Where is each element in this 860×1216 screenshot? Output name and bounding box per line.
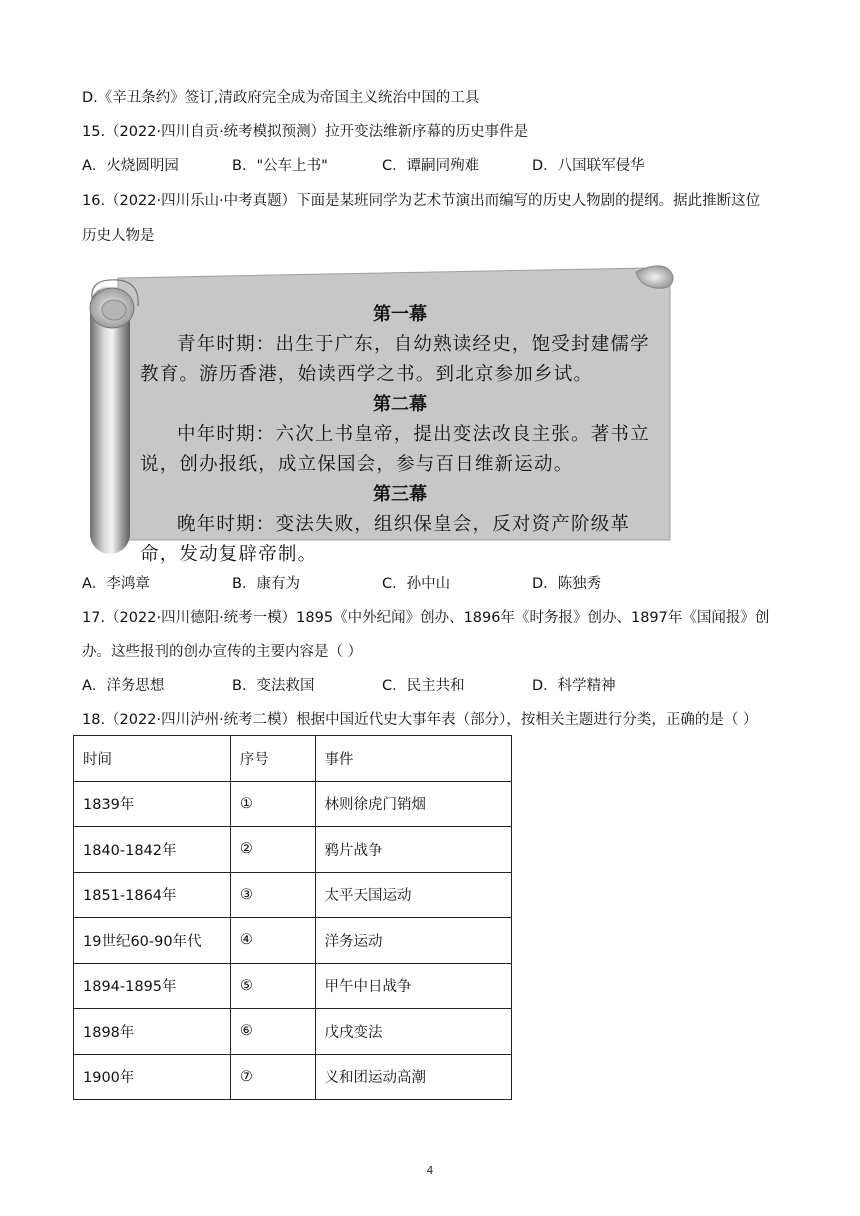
q15-option-d: D．八国联军侵华 bbox=[532, 158, 645, 174]
cell-event: 甲午中日战争 bbox=[315, 963, 511, 1009]
act2-title: 第二幕 bbox=[373, 394, 427, 415]
cell-index: ③ bbox=[230, 872, 315, 918]
cell-index: ④ bbox=[230, 918, 315, 964]
q18-stem: 18.（2022·四川泸州·统考二模）根据中国近代史大事年表（部分），按相关主题进行分类，正确的是（ ） bbox=[82, 712, 758, 728]
cell-index: ⑤ bbox=[230, 963, 315, 1009]
act3-title: 第三幕 bbox=[373, 484, 427, 505]
q16-stem-line2: 历史人物是 bbox=[82, 228, 155, 244]
q15-option-b: B．"公车上书" bbox=[232, 158, 328, 174]
act1-title: 第一幕 bbox=[373, 304, 427, 325]
cell-event: 太平天国运动 bbox=[315, 872, 511, 918]
header-time: 时间 bbox=[74, 736, 231, 782]
table-row bbox=[74, 827, 512, 873]
cell-index: ① bbox=[230, 781, 315, 827]
q16-option-a: A．李鸿章 bbox=[82, 576, 150, 592]
q16-option-c: C．孙中山 bbox=[382, 576, 451, 592]
table-row bbox=[74, 918, 512, 964]
table-row bbox=[74, 1009, 512, 1055]
cell-index: ⑥ bbox=[230, 1009, 315, 1055]
cell-time: 1894-1895年 bbox=[74, 963, 231, 1009]
q17-stem-line2: 办。这些报刊的创办宣传的主要内容是（ ） bbox=[82, 644, 363, 660]
q15-option-c: C．谭嗣同殉难 bbox=[382, 158, 480, 174]
cell-event: 义和团运动高潮 bbox=[315, 1054, 511, 1100]
q15-option-a: A．火烧圆明园 bbox=[82, 158, 179, 174]
q17-option-b: B．变法救国 bbox=[232, 678, 315, 694]
q17-stem-line1: 17.（2022·四川德阳·统考一模）1895《中外纪闻》创办、1896年《时务报》创办、1897年《国闻报》创 bbox=[82, 610, 770, 626]
q17-option-d: D．科学精神 bbox=[532, 678, 616, 694]
table-row bbox=[74, 963, 512, 1009]
events-table bbox=[73, 735, 512, 1100]
cell-index: ② bbox=[230, 827, 315, 873]
table-header-row bbox=[74, 736, 512, 782]
cell-index: ⑦ bbox=[230, 1054, 315, 1100]
q14-option-d: D.《辛丑条约》签订,清政府完全成为帝国主义统治中国的工具 bbox=[82, 90, 480, 106]
header-event: 事件 bbox=[315, 736, 511, 782]
cell-event: 林则徐虎门销烟 bbox=[315, 781, 511, 827]
cell-time: 1840-1842年 bbox=[74, 827, 231, 873]
q17-option-c: C．民主共和 bbox=[382, 678, 465, 694]
q16-option-b: B．康有为 bbox=[232, 576, 300, 592]
scroll-text bbox=[140, 300, 660, 570]
q17-option-a: A．洋务思想 bbox=[82, 678, 165, 694]
cell-time: 1851-1864年 bbox=[74, 872, 231, 918]
page-number: 4 bbox=[426, 1164, 434, 1177]
cell-time: 1839年 bbox=[74, 781, 231, 827]
act1-text: 青年时期：出生于广东，自幼熟读经史，饱受封建儒学教育。游历香港，始读西学之书。到北京参加乡试。 bbox=[140, 334, 650, 385]
cell-event: 鸦片战争 bbox=[315, 827, 511, 873]
table-row bbox=[74, 872, 512, 918]
act2-text: 中年时期：六次上书皇帝，提出变法改良主张。著书立说，创办报纸，成立保国会，参与百日维新运动。 bbox=[140, 424, 650, 475]
act3-text: 晚年时期：变法失败，组织保皇会，反对资产阶级革命，发动复辟帝制。 bbox=[140, 514, 631, 565]
cell-event: 戊戌变法 bbox=[315, 1009, 511, 1055]
q16-option-d: D．陈独秀 bbox=[532, 576, 602, 592]
header-index: 序号 bbox=[230, 736, 315, 782]
cell-time: 19世纪60-90年代 bbox=[74, 918, 231, 964]
q15-stem: 15.（2022·四川自贡·统考模拟预测）拉开变法维新序幕的历史事件是 bbox=[82, 124, 529, 140]
cell-time: 1898年 bbox=[74, 1009, 231, 1055]
cell-event: 洋务运动 bbox=[315, 918, 511, 964]
q16-stem-line1: 16.（2022·四川乐山·中考真题）下面是某班同学为艺术节演出而编写的历史人物剧的提纲。据此推断这位 bbox=[82, 193, 761, 209]
table-row bbox=[74, 1054, 512, 1100]
table-row bbox=[74, 781, 512, 827]
cell-time: 1900年 bbox=[74, 1054, 231, 1100]
